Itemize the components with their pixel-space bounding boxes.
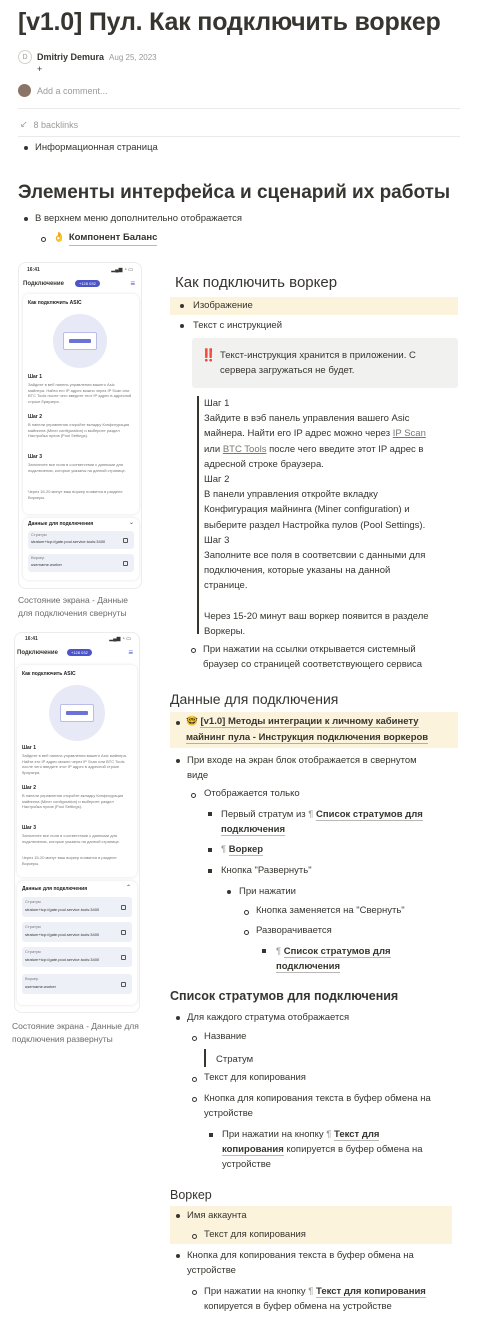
bullet bbox=[244, 930, 249, 935]
list-item: Для каждого стратума отображается bbox=[187, 1012, 350, 1023]
quote-line: Заполните все поля в соответсвии с данными для bbox=[204, 550, 426, 562]
step1-text: Зайдите в веб панель управления вашего Asic майнера. Найти его IP адрес можно через IP Scan или BTC Tools после чего введите этот IP адрес в адресной строке браузера. bbox=[22, 753, 127, 775]
bullet bbox=[191, 648, 196, 653]
chevron-up-icon[interactable]: ⌃ bbox=[125, 885, 131, 891]
list-item: При нажатии на ссылки открывается системный браузер со страницей соответствующего сервиса bbox=[203, 644, 423, 670]
created-date: Aug 25, 2023 bbox=[109, 52, 157, 62]
quote-line: подключения, которые указаны на данной bbox=[204, 565, 391, 577]
step3-title: Шаг 3 bbox=[22, 825, 37, 831]
worker-label: Воркер bbox=[31, 555, 45, 560]
quote-line: майнера. Найти его IP адрес можно через IP Scan bbox=[204, 428, 426, 440]
btctools-link[interactable]: BTC Tools bbox=[222, 443, 267, 455]
bullet bbox=[176, 1214, 180, 1218]
step3-text: Заполните все поля в соответствии с данными для подключения, которые указаны на данной странице. bbox=[22, 833, 120, 844]
quote-line: Воркеры. bbox=[204, 625, 246, 637]
app-title: Подключение bbox=[23, 281, 64, 287]
connection-card bbox=[17, 881, 137, 1005]
quote-line: выберите раздел Настройка пулов (Pool Settings). bbox=[204, 519, 426, 531]
list-item: Кнопка для копирования текста в буфер обмена на устройстве bbox=[187, 1250, 414, 1276]
list-item: При нажатии на кнопку ¶ Текст для копирования копируется в буфер обмена на устройстве bbox=[204, 1286, 426, 1312]
step3-text: Заполните все поля в соответствии с данными для подключения, которые указаны на данной странице. bbox=[28, 462, 126, 473]
avatar[interactable]: D bbox=[18, 50, 32, 64]
list-item: При нажатии bbox=[239, 886, 296, 897]
copy-icon[interactable] bbox=[121, 955, 126, 960]
quote-line: Зайдите в вэб панель управления вашего Asic bbox=[204, 413, 410, 425]
divider bbox=[18, 108, 460, 109]
section-heading: Воркер bbox=[170, 1188, 212, 1202]
list-item: Отображается только bbox=[204, 788, 300, 799]
list-item: Кнопка заменяется на "Свернуть" bbox=[256, 905, 405, 916]
menu-icon[interactable]: ≡ bbox=[130, 279, 135, 288]
bullet bbox=[176, 1016, 180, 1020]
stratum-label: Стратум bbox=[25, 924, 41, 929]
backlinks-button[interactable] bbox=[20, 119, 78, 130]
ipscan-link[interactable]: IP Scan bbox=[392, 428, 426, 440]
bullet bbox=[180, 324, 184, 328]
copy-text-link[interactable]: Текст для копирования bbox=[316, 1286, 426, 1297]
backlinks-label: 8 backlinks bbox=[33, 119, 79, 130]
bullet bbox=[209, 1133, 213, 1137]
card-title: Как подключить ASIC bbox=[22, 671, 76, 677]
status-time: 16:41 bbox=[27, 267, 40, 273]
stratum-field bbox=[22, 897, 132, 917]
nerd-face-icon: 🤓 bbox=[186, 716, 198, 727]
list-item: ¶ Список стратумов для подключения bbox=[276, 946, 391, 972]
copy-icon[interactable] bbox=[123, 561, 128, 566]
instruction-quote bbox=[197, 396, 459, 637]
stratum-quote: Стратум bbox=[204, 1049, 253, 1067]
worker-value: username.worker bbox=[25, 984, 56, 989]
bullet bbox=[176, 759, 180, 763]
phone-caption: Состояние экрана - Данные для подключения развернуты bbox=[12, 1021, 139, 1044]
illustration bbox=[53, 314, 107, 368]
bullet bbox=[227, 890, 231, 894]
list-item: При нажатии на кнопку ¶ Текст для копирования копируется в буфер обмена на устройстве bbox=[222, 1129, 423, 1170]
balance-component-link[interactable]: Компонент Баланс bbox=[69, 231, 158, 246]
backlink-arrow-icon: ↙ bbox=[20, 119, 28, 129]
card-title: Как подключить ASIC bbox=[28, 300, 82, 306]
list-item: Название bbox=[204, 1031, 247, 1042]
status-icons: ▂▄▆ ◔ ▭ bbox=[109, 636, 131, 642]
status-icons: ▂▄▆ ◔ ▭ bbox=[111, 267, 133, 273]
quote-line: В панели управления откройте вкладку bbox=[204, 489, 378, 501]
phone-mockup bbox=[14, 632, 140, 1013]
copy-icon[interactable] bbox=[123, 538, 128, 543]
quote-line: Шаг 3 bbox=[204, 534, 230, 546]
worker-link[interactable]: Воркер bbox=[228, 844, 264, 855]
list-item: Первый стратум из ¶ Список стратумов для подключения bbox=[221, 809, 423, 835]
list-item: При входе на экран блок отображается в свернутом виде bbox=[187, 755, 417, 781]
quote-line: Конфигурация майнинга (Miner configuration) и bbox=[204, 504, 410, 516]
bullet bbox=[192, 1234, 197, 1239]
stratum-field bbox=[22, 947, 132, 967]
stratum-value: stratum+tcp://gate.pool.service.tools:3400 bbox=[25, 932, 100, 937]
callout-text: Текст-инструкция хранится в приложении. С сервера загружаться не будет. bbox=[220, 350, 416, 376]
comment-row[interactable] bbox=[18, 84, 108, 97]
list-item: Кнопка "Развернуть" bbox=[221, 865, 312, 876]
bullet bbox=[180, 304, 184, 308]
stratum-field bbox=[28, 531, 134, 549]
step2-text: В панели управления откройте вкладку Конфигурация майнинга (Miner configuration) и выберите раздел Настройка пулов (Pool Settings). bbox=[28, 422, 130, 438]
step1-title: Шаг 1 bbox=[22, 745, 37, 751]
balance-badge[interactable]: +128 032 bbox=[75, 280, 100, 287]
stratum-value: stratum+tcp://gate.pool.service.tools:3400 bbox=[25, 907, 100, 912]
bullet bbox=[208, 869, 212, 873]
instruction-card bbox=[23, 294, 139, 514]
bullet bbox=[192, 1077, 197, 1082]
section-heading: Данные для подключения bbox=[170, 691, 339, 707]
bullet bbox=[41, 237, 46, 242]
step3-title: Шаг 3 bbox=[28, 454, 43, 460]
bullet bbox=[192, 1290, 197, 1295]
stratum-label: Стратум bbox=[31, 532, 47, 537]
author-row bbox=[18, 50, 157, 64]
worker-field bbox=[28, 554, 134, 572]
phone-mockup bbox=[18, 262, 142, 589]
worker-label: Воркер bbox=[25, 976, 39, 981]
strata-list-link[interactable]: Список стратумов для bbox=[283, 946, 391, 957]
author-name[interactable]: Dmitriy Demura bbox=[37, 52, 105, 62]
bullet bbox=[176, 721, 180, 725]
info-item: Информационная страница bbox=[35, 142, 158, 153]
section-heading: Как подключить воркер bbox=[175, 274, 338, 291]
list-item: Кнопка для копирования текста в буфер обмена на устройстве bbox=[204, 1093, 431, 1119]
instruction-card bbox=[17, 665, 137, 877]
section-heading: Элементы интерфейса и сценарий их работы bbox=[18, 182, 451, 203]
list-item: Имя аккаунта bbox=[187, 1210, 247, 1221]
bullet bbox=[208, 812, 212, 816]
worker-field bbox=[22, 974, 132, 994]
callout bbox=[192, 338, 458, 388]
bullet bbox=[262, 949, 266, 953]
footer-note: Через 15-20 минут ваш воркер появится в разделе Воркеры. bbox=[28, 489, 123, 500]
bullet bbox=[191, 793, 196, 798]
comment-input[interactable]: Add a comment... bbox=[37, 85, 108, 96]
connection-title: Данные для подключения bbox=[22, 886, 88, 892]
stratum-label: Стратум bbox=[25, 949, 41, 954]
chevron-down-icon[interactable]: ⌄ bbox=[128, 520, 134, 526]
step1-title: Шаг 1 bbox=[28, 374, 43, 380]
methods-link[interactable]: 🤓 [v1.0] Методы интеграции к личному кабинету майнинг пула - Инструкция подключения воркеров bbox=[186, 716, 429, 743]
copy-icon[interactable] bbox=[121, 905, 126, 910]
balance-badge[interactable]: +128 032 bbox=[67, 649, 92, 656]
bullet bbox=[24, 217, 28, 221]
list-item: Текст для копирования bbox=[204, 1229, 306, 1240]
user-avatar-icon bbox=[18, 84, 31, 97]
list-item bbox=[53, 231, 157, 246]
strata-list-link[interactable]: Список стратумов для bbox=[316, 809, 423, 820]
step1-text: Зайдите в веб панель управления вашего Asic майнера. Найти его IP адрес можно через IP Scan или BTC Tools после чего введите этот IP адрес в адресной строке браузера. bbox=[28, 382, 132, 404]
stratum-value: stratum+tcp://gate.pool.service.tools:3400 bbox=[31, 539, 106, 544]
list-item: В верхнем меню дополнительно отображается bbox=[35, 213, 243, 224]
quote-line: Через 15-20 минут ваш воркер появится в разделе bbox=[204, 610, 429, 622]
quote-line: или BTC Tools после чего введите этот IP адрес в bbox=[204, 443, 424, 455]
divider bbox=[18, 136, 460, 137]
quote-line: странице. bbox=[204, 580, 248, 592]
phone-caption: Состояние экрана - Данные для подключения свернуты bbox=[18, 595, 128, 618]
add-property-button[interactable]: + bbox=[37, 64, 43, 74]
stratum-field bbox=[22, 922, 132, 942]
section-heading: Список стратумов для подключения bbox=[170, 989, 399, 1003]
worker-value: username.worker bbox=[31, 562, 62, 567]
bullet bbox=[24, 146, 28, 150]
copy-text-link[interactable]: Текст для bbox=[334, 1129, 380, 1140]
menu-icon[interactable]: ≡ bbox=[128, 648, 133, 657]
stratum-value: stratum+tcp://gate.pool.service.tools:3400 bbox=[25, 957, 100, 962]
list-item: Текст для копирования bbox=[204, 1072, 306, 1083]
ok-hand-icon: 👌 bbox=[53, 232, 65, 243]
step2-text: В панели управления откройте вкладку Конфигурация майнинга (Miner configuration) и выберите раздел Настройка пулов (Pool Settings). bbox=[22, 793, 124, 809]
status-time: 16:41 bbox=[25, 636, 38, 642]
list-item: ¶ Воркер bbox=[221, 844, 264, 855]
list-item: Разворачивается bbox=[256, 925, 332, 936]
copy-icon[interactable] bbox=[121, 930, 126, 935]
bullet bbox=[176, 1254, 180, 1258]
page-title: [v1.0] Пул. Как подключить воркер bbox=[18, 8, 441, 36]
bullet bbox=[192, 1036, 197, 1041]
double-exclamation-icon: ‼️ bbox=[201, 348, 216, 362]
connection-title: Данные для подключения bbox=[28, 521, 94, 527]
illustration bbox=[49, 685, 105, 741]
step2-title: Шаг 2 bbox=[28, 414, 43, 420]
step2-title: Шаг 2 bbox=[22, 785, 37, 791]
bullet bbox=[192, 1097, 197, 1102]
bullet bbox=[244, 910, 249, 915]
list-item: Изображение bbox=[193, 300, 253, 311]
quote-line: Шаг 2 bbox=[204, 474, 230, 486]
bullet bbox=[208, 848, 212, 852]
footer-note: Через 15-20 минут ваш воркер появится в разделе Воркеры. bbox=[22, 855, 117, 866]
copy-icon[interactable] bbox=[121, 982, 126, 987]
stratum-label: Стратум bbox=[25, 899, 41, 904]
connection-card bbox=[23, 518, 139, 580]
quote-line: Шаг 1 bbox=[204, 398, 230, 409]
list-item: Текст с инструкцией bbox=[193, 320, 283, 331]
app-title: Подключение bbox=[17, 650, 58, 656]
quote-line: адресной строке браузера. bbox=[204, 458, 324, 470]
